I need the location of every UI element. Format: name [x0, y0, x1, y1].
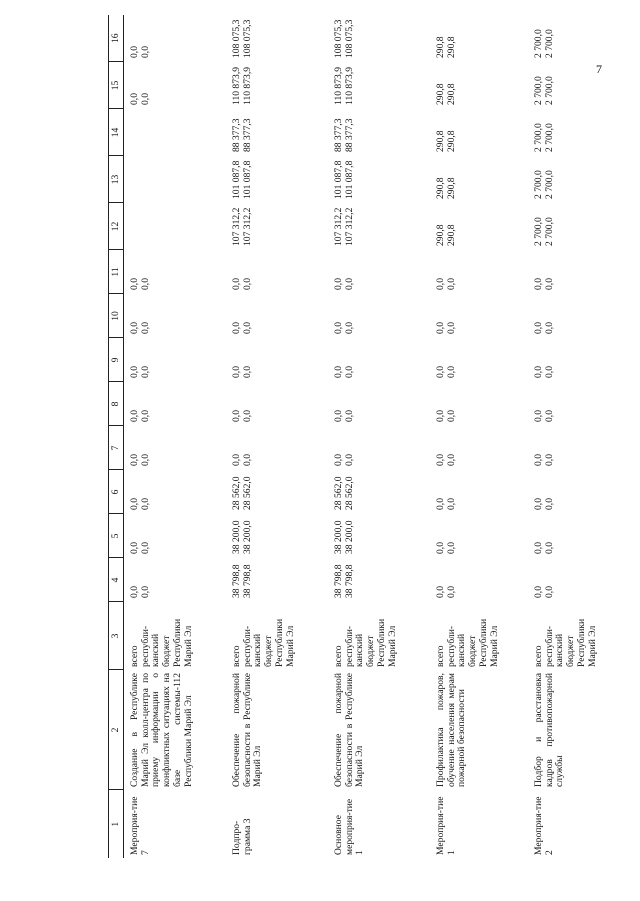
value-republic-budget: 28 562,0: [241, 476, 253, 510]
value-total: 0,0: [435, 498, 446, 510]
value-total: 107 312,2: [231, 207, 242, 246]
value-total: 0,0: [129, 366, 140, 378]
value-total: 101 087,8: [231, 160, 242, 199]
value-cell: [430, 203, 528, 250]
row-name-cell: Обеспечение пожарной безопасности в Республике Марий Эл: [231, 673, 264, 787]
rotated-table-wrapper: [108, 19, 628, 858]
value-total: 0,0: [129, 46, 140, 58]
value-cell: [226, 156, 328, 203]
value-total: 0,0: [435, 366, 446, 378]
row-name-cell: Создание в Республике Марий Эл колл-центра по приему информации о конфликтных ситуациях на базе системы-112 Республики Марий Эл: [129, 673, 194, 787]
value-cell: [124, 470, 227, 514]
column-number: 9: [109, 338, 124, 382]
value-republic-budget: 0,0: [343, 366, 355, 378]
value-cell: [528, 514, 624, 558]
row-name-cell: Подбор и расстановка кадров противопожарной службы: [533, 673, 566, 787]
value-total: 290,8: [435, 177, 446, 199]
column-number: 2: [109, 670, 124, 790]
value-cell: [328, 62, 430, 109]
value-cell: [226, 250, 328, 294]
column-number: 3: [109, 602, 124, 670]
value-total: 0,0: [435, 586, 446, 598]
value-cell: [528, 382, 624, 426]
value-cell: [430, 558, 528, 602]
value-total: 110 873,9: [231, 66, 242, 105]
value-republic-budget: 0,0: [445, 410, 457, 422]
value-republic-budget: 0,0: [445, 454, 457, 466]
value-total: 38 798,8: [231, 564, 242, 598]
value-total: 28 562,0: [231, 476, 242, 510]
value-republic-budget: 290,8: [445, 224, 457, 246]
column-number: 10: [109, 294, 124, 338]
value-republic-budget: 0,0: [343, 454, 355, 466]
value-cell: [124, 62, 227, 109]
value-cell: [528, 426, 624, 470]
column-number: 5: [109, 514, 124, 558]
value-republic-budget: 110 873,9: [343, 66, 355, 105]
value-total: 101 087,8: [333, 160, 344, 199]
value-total: 0,0: [231, 366, 242, 378]
table-row: [528, 15, 624, 858]
value-republic-budget: 108 075,3: [241, 19, 253, 58]
row-source-cell: всего республи-канский бюджет Республики Марий Эл: [333, 618, 398, 667]
value-cell: [328, 338, 430, 382]
value-total: 0,0: [435, 410, 446, 422]
value-total: 0,0: [533, 322, 544, 334]
table-row: [430, 15, 528, 858]
value-republic-budget: 2 700,0: [543, 76, 555, 105]
value-total: 0,0: [231, 410, 242, 422]
value-total: 38 200,0: [231, 520, 242, 554]
value-cell: [328, 294, 430, 338]
value-total: 0,0: [129, 322, 140, 334]
value-total: 0,0: [533, 410, 544, 422]
value-cell: [226, 338, 328, 382]
value-republic-budget: 0,0: [139, 366, 151, 378]
value-republic-budget: 0,0: [543, 278, 555, 290]
value-republic-budget: 38 798,8: [343, 564, 355, 598]
value-cell: [124, 382, 227, 426]
value-republic-budget: 101 087,8: [241, 160, 253, 199]
value-cell: [328, 382, 430, 426]
value-republic-budget: 107 312,2: [343, 207, 355, 246]
value-cell: [430, 382, 528, 426]
column-number: 6: [109, 470, 124, 514]
value-republic-budget: 0,0: [445, 278, 457, 290]
value-cell: [328, 109, 430, 156]
row-kind-cell: Мероприя-тие 7: [129, 796, 151, 855]
value-total: 0,0: [435, 278, 446, 290]
value-cell: [528, 109, 624, 156]
page-number: 7: [596, 62, 602, 76]
value-total: 290,8: [435, 130, 446, 152]
value-republic-budget: 38 798,8: [241, 564, 253, 598]
value-cell: [226, 15, 328, 62]
value-total: 2 700,0: [533, 76, 544, 105]
value-cell: [430, 514, 528, 558]
row-kind-cell: Подпро-грамма 3: [231, 818, 253, 855]
value-total: 0,0: [435, 322, 446, 334]
value-cell: [528, 470, 624, 514]
value-republic-budget: 0,0: [543, 498, 555, 510]
value-total: 0,0: [533, 278, 544, 290]
value-republic-budget: 2 700,0: [543, 217, 555, 246]
column-number: 13: [109, 156, 124, 203]
value-total: 108 075,3: [333, 19, 344, 58]
value-total: 290,8: [435, 224, 446, 246]
value-republic-budget: 290,8: [445, 83, 457, 105]
row-kind-cell: Основное мероприя-тие 1: [333, 798, 366, 855]
value-total: 0,0: [129, 410, 140, 422]
value-total: 2 700,0: [533, 217, 544, 246]
column-number-row: [109, 15, 124, 858]
value-total: 0,0: [533, 498, 544, 510]
value-total: 38 200,0: [333, 520, 344, 554]
value-total: 0,0: [231, 322, 242, 334]
value-republic-budget: 0,0: [343, 322, 355, 334]
value-republic-budget: 290,8: [445, 130, 457, 152]
value-total: 0,0: [129, 278, 140, 290]
value-cell: [430, 109, 528, 156]
value-total: 107 312,2: [333, 207, 344, 246]
value-republic-budget: 290,8: [445, 177, 457, 199]
value-republic-budget: 110 873,9: [241, 66, 253, 105]
value-republic-budget: 0,0: [139, 93, 151, 105]
value-total: 0,0: [533, 542, 544, 554]
value-total: 290,8: [435, 36, 446, 58]
value-republic-budget: 0,0: [445, 586, 457, 598]
value-total: 0,0: [333, 366, 344, 378]
value-total: 0,0: [533, 586, 544, 598]
value-cell: [328, 558, 430, 602]
value-republic-budget: 0,0: [543, 366, 555, 378]
value-cell: [226, 294, 328, 338]
value-cell: [124, 558, 227, 602]
row-source-cell: всего республи-канский бюджет Республики Марий Эл: [129, 618, 194, 667]
value-cell: [430, 426, 528, 470]
value-total: 0,0: [333, 278, 344, 290]
table-row: [226, 15, 328, 858]
value-cell: [528, 338, 624, 382]
value-republic-budget: 0,0: [543, 542, 555, 554]
value-cell: [124, 514, 227, 558]
value-cell: [124, 203, 227, 250]
value-total: 0,0: [231, 278, 242, 290]
value-cell: [328, 203, 430, 250]
value-republic-budget: 107 312,2: [241, 207, 253, 246]
value-cell: [430, 250, 528, 294]
row-kind-cell: Мероприя-тие 1: [435, 796, 457, 855]
value-cell: [124, 338, 227, 382]
value-cell: [226, 109, 328, 156]
value-republic-budget: 0,0: [445, 542, 457, 554]
value-cell: [226, 62, 328, 109]
value-total: 88 377,3: [333, 118, 344, 152]
value-republic-budget: 0,0: [139, 586, 151, 598]
column-number: 15: [109, 62, 124, 109]
value-total: 38 798,8: [333, 564, 344, 598]
budget-table: [108, 15, 624, 858]
value-cell: [328, 514, 430, 558]
row-name-cell: Профилактика пожаров, обучение населения мерам пожарной безопасности: [435, 673, 468, 787]
value-total: 0,0: [333, 410, 344, 422]
value-cell: [528, 62, 624, 109]
value-cell: [528, 558, 624, 602]
value-republic-budget: 0,0: [343, 278, 355, 290]
value-republic-budget: 0,0: [139, 410, 151, 422]
value-cell: [528, 250, 624, 294]
value-republic-budget: 0,0: [343, 410, 355, 422]
value-republic-budget: 28 562,0: [343, 476, 355, 510]
value-republic-budget: 0,0: [445, 498, 457, 510]
value-republic-budget: 2 700,0: [543, 123, 555, 152]
column-number: 11: [109, 250, 124, 294]
value-cell: [328, 426, 430, 470]
value-cell: [226, 382, 328, 426]
value-total: 108 075,3: [231, 19, 242, 58]
value-total: 28 562,0: [333, 476, 344, 510]
value-total: 0,0: [333, 454, 344, 466]
value-republic-budget: 0,0: [139, 454, 151, 466]
column-number: 7: [109, 426, 124, 470]
value-republic-budget: 0,0: [543, 322, 555, 334]
value-republic-budget: 0,0: [241, 322, 253, 334]
value-total: 0,0: [129, 586, 140, 598]
value-total: 0,0: [129, 498, 140, 510]
value-cell: [528, 15, 624, 62]
column-number: 16: [109, 15, 124, 62]
value-total: 0,0: [231, 454, 242, 466]
value-republic-budget: 0,0: [241, 454, 253, 466]
column-number: 4: [109, 558, 124, 602]
column-number: 1: [109, 790, 124, 858]
value-total: 0,0: [129, 93, 140, 105]
value-cell: [226, 558, 328, 602]
value-republic-budget: 38 200,0: [241, 520, 253, 554]
value-republic-budget: 2 700,0: [543, 170, 555, 199]
value-total: 290,8: [435, 83, 446, 105]
value-republic-budget: 290,8: [445, 36, 457, 58]
value-total: 2 700,0: [533, 29, 544, 58]
value-cell: [124, 250, 227, 294]
value-republic-budget: 0,0: [543, 586, 555, 598]
value-total: 0,0: [129, 454, 140, 466]
value-cell: [124, 294, 227, 338]
value-republic-budget: 0,0: [139, 46, 151, 58]
value-cell: [328, 156, 430, 203]
value-republic-budget: 0,0: [445, 322, 457, 334]
value-total: 0,0: [129, 542, 140, 554]
value-cell: [430, 338, 528, 382]
column-number: 14: [109, 109, 124, 156]
column-number: 8: [109, 382, 124, 426]
value-republic-budget: 0,0: [241, 278, 253, 290]
table-row: [124, 15, 227, 858]
value-cell: [226, 203, 328, 250]
value-cell: [430, 156, 528, 203]
value-total: 0,0: [435, 542, 446, 554]
value-cell: [528, 294, 624, 338]
value-total: 2 700,0: [533, 170, 544, 199]
row-source-cell: всего республи-канский бюджет Республики Марий Эл: [435, 618, 500, 667]
value-cell: [124, 109, 227, 156]
value-cell: [226, 426, 328, 470]
value-cell: [528, 203, 624, 250]
row-kind-cell: Мероприя-тие 2: [533, 796, 555, 855]
value-republic-budget: 101 087,8: [343, 160, 355, 199]
value-republic-budget: 38 200,0: [343, 520, 355, 554]
row-name-cell: Обеспечение пожарной безопасности в Республике Марий Эл: [333, 673, 366, 787]
value-cell: [528, 156, 624, 203]
value-cell: [328, 15, 430, 62]
value-republic-budget: 0,0: [241, 366, 253, 378]
value-cell: [226, 514, 328, 558]
value-cell: [328, 250, 430, 294]
value-cell: [124, 426, 227, 470]
value-cell: [226, 470, 328, 514]
value-total: 2 700,0: [533, 123, 544, 152]
value-total: 110 873,9: [333, 66, 344, 105]
value-republic-budget: 108 075,3: [343, 19, 355, 58]
value-cell: [430, 62, 528, 109]
value-republic-budget: 0,0: [543, 410, 555, 422]
value-total: 0,0: [435, 454, 446, 466]
value-republic-budget: 0,0: [241, 410, 253, 422]
row-source-cell: всего республи-канский бюджет Республики Марий Эл: [231, 618, 296, 667]
value-cell: [124, 156, 227, 203]
value-total: 88 377,3: [231, 118, 242, 152]
value-total: 0,0: [333, 322, 344, 334]
value-republic-budget: 0,0: [139, 278, 151, 290]
value-cell: [430, 470, 528, 514]
value-cell: [430, 294, 528, 338]
value-cell: [430, 15, 528, 62]
value-cell: [328, 470, 430, 514]
value-republic-budget: 0,0: [543, 454, 555, 466]
value-republic-budget: 0,0: [445, 366, 457, 378]
value-total: 0,0: [533, 366, 544, 378]
value-republic-budget: 2 700,0: [543, 29, 555, 58]
value-republic-budget: 0,0: [139, 542, 151, 554]
column-number: 12: [109, 203, 124, 250]
value-republic-budget: 0,0: [139, 322, 151, 334]
value-cell: [124, 15, 227, 62]
value-republic-budget: 0,0: [139, 498, 151, 510]
value-total: 0,0: [533, 454, 544, 466]
value-republic-budget: 88 377,3: [343, 118, 355, 152]
table-row: [328, 15, 430, 858]
value-republic-budget: 88 377,3: [241, 118, 253, 152]
row-source-cell: всего республи-канский бюджет Республики Марий Эл: [533, 618, 598, 667]
